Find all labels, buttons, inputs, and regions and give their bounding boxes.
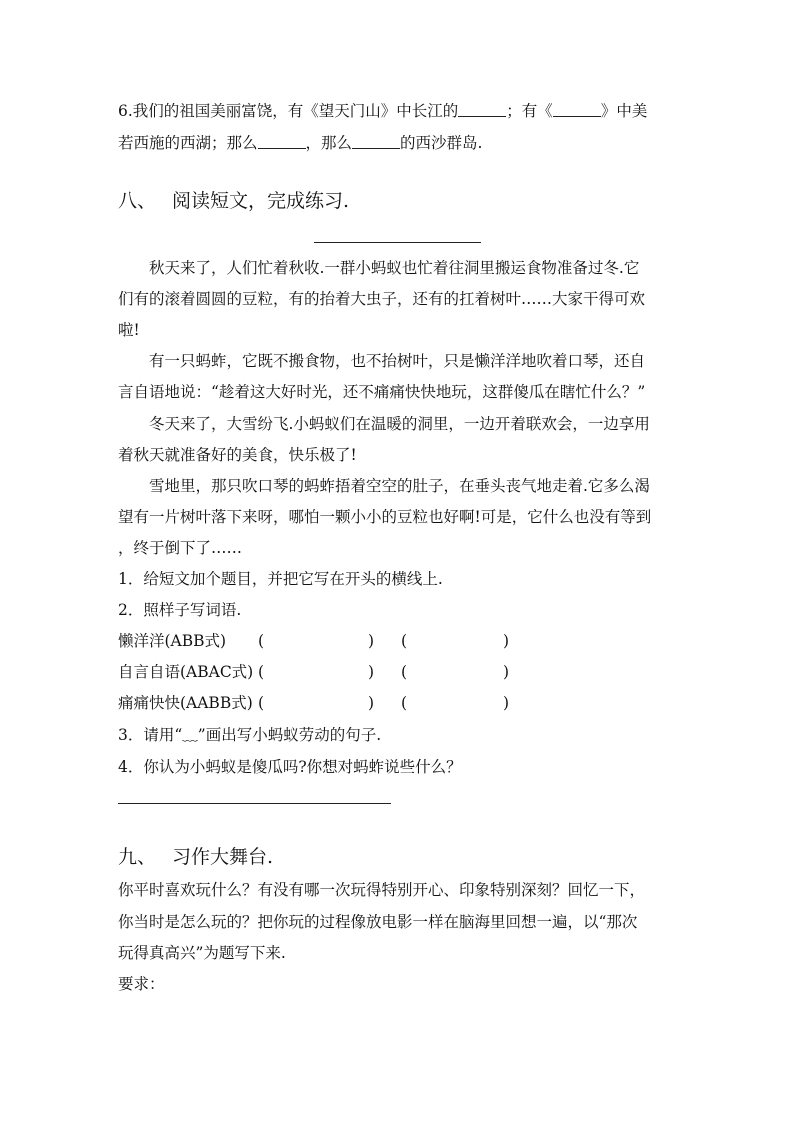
q6-text-c: 》中美 <box>600 102 648 120</box>
essay-line-3: 玩得真高兴”为题写下来. <box>118 944 286 962</box>
question-3: 3．请用“﹏”画出写小蚂蚁劳动的句子. <box>118 726 382 744</box>
question-4: 4．你认为小蚂蚁是傻瓜吗?你想对蚂蚱说些什么？ <box>118 758 462 776</box>
q6-text-b: ；有《 <box>506 102 553 120</box>
essay-line-1: 你平时喜欢玩什么？有没有哪一次玩得特别开心、印象特别深刻？回忆一下， <box>118 881 646 899</box>
passage-p1-text-3: 啦! <box>118 321 140 339</box>
q6-text-f: 的西沙群岛. <box>400 134 483 152</box>
passage-p1-line-2 <box>118 289 645 309</box>
passage-p4-text-2: 望有一片树叶落下来呀，哪怕一颗小小的豆粒也好啊!可是，它什么也没有等到 <box>118 508 652 526</box>
passage-p4-line-1 <box>118 476 650 496</box>
word-label-aabb: 痛痛快快(AABB式) <box>118 694 253 712</box>
passage-p3-line-2 <box>118 445 357 465</box>
passage-p3-text-1: 冬天来了，大雪纷飞.小蚂蚁们在温暖的洞里，一边开着联欢会，一边享用 <box>149 415 650 433</box>
passage-title-blank[interactable] <box>314 242 481 243</box>
passage-p4-text-1: 雪地里，那只吹口琴的蚂蚱捂着空空的肚子，在垂头丧气地走着.它多么渴 <box>149 477 650 495</box>
passage-p1-line-1 <box>118 258 639 278</box>
word-answer-abb-2-close[interactable]: ) <box>503 632 510 650</box>
essay-line-2: 你当时是怎么玩的？把你玩的过程像放电影一样在脑海里回想一遍，以“那次 <box>118 913 638 931</box>
passage-p3-line-1 <box>118 414 650 434</box>
word-answer-abb-1-close[interactable]: ) <box>368 632 375 650</box>
passage-p2-line-1 <box>118 351 645 371</box>
word-answer-abac-1-close[interactable]: ) <box>368 663 375 681</box>
passage-p3-text-2: 着秋天就准备好的美食，快乐极了! <box>118 446 357 464</box>
word-label-abac: 自言自语(ABAC式) <box>118 663 254 681</box>
passage-p4-text-3: ，终于倒下了…… <box>118 539 243 557</box>
section-8-title: 阅读短文，完成练习. <box>172 190 350 212</box>
passage-p4-line-2 <box>118 507 651 527</box>
q6-line-2 <box>118 133 482 153</box>
q6-blank-3[interactable] <box>258 134 306 149</box>
word-answer-abac-2-close[interactable]: ) <box>503 663 510 681</box>
word-answer-abac-1-open[interactable]: ( <box>258 663 265 681</box>
section-9-heading <box>118 845 273 869</box>
section-9-number: 九、 <box>118 846 157 868</box>
word-answer-aabb-2-open[interactable]: ( <box>401 694 408 712</box>
q6-blank-1[interactable] <box>458 102 506 117</box>
section-8-heading <box>118 189 349 213</box>
word-answer-aabb-2-close[interactable]: ) <box>503 694 510 712</box>
q6-text-d: 若西施的西湖；那么 <box>118 134 258 152</box>
word-answer-abb-2-open[interactable]: ( <box>401 632 408 650</box>
word-answer-abb-1-open[interactable]: ( <box>258 632 265 650</box>
word-answer-aabb-1-close[interactable]: ) <box>368 694 375 712</box>
q6-blank-2[interactable] <box>553 102 601 117</box>
passage-p2-text-2: 言自语地说：“趁着这大好时光，还不痛痛快快地玩，这群傻瓜在瞎忙什么？” <box>118 383 646 401</box>
word-answer-abac-2-open[interactable]: ( <box>401 663 408 681</box>
passage-p1-line-3 <box>118 320 140 340</box>
question-4-answer-line[interactable] <box>118 803 391 804</box>
section-9-title: 习作大舞台. <box>172 846 274 868</box>
question-1: 1．给短文加个题目，并把它写在开头的横线上. <box>118 570 443 588</box>
word-label-abb: 懒洋洋(ABB式) <box>118 632 227 650</box>
q6-line-1 <box>118 101 647 121</box>
passage-p1-text-2: 们有的滚着圆圆的豆粒，有的抬着大虫子，还有的扛着树叶……大家干得可欢 <box>118 290 646 308</box>
passage-p2-text-1: 有一只蚂蚱，它既不搬食物，也不抬树叶，只是懒洋洋地吹着口琴，还自 <box>149 352 646 370</box>
passage-p1-text-1: 秋天来了，人们忙着秋收.一群小蚂蚁也忙着往洞里搬运食物准备过冬.它 <box>149 259 640 277</box>
passage-p4-line-3 <box>118 538 242 558</box>
word-answer-aabb-1-open[interactable]: ( <box>258 694 265 712</box>
q6-text-a: 6.我们的祖国美丽富饶，有《望天门山》中长江的 <box>118 102 459 120</box>
question-2: 2．照样子写词语. <box>118 601 242 619</box>
passage-p2-line-2 <box>118 382 645 402</box>
q6-text-e: ，那么 <box>305 134 353 152</box>
q6-blank-4[interactable] <box>352 134 400 149</box>
essay-requirements-label: 要求： <box>118 975 165 993</box>
section-8-number: 八、 <box>118 190 157 212</box>
